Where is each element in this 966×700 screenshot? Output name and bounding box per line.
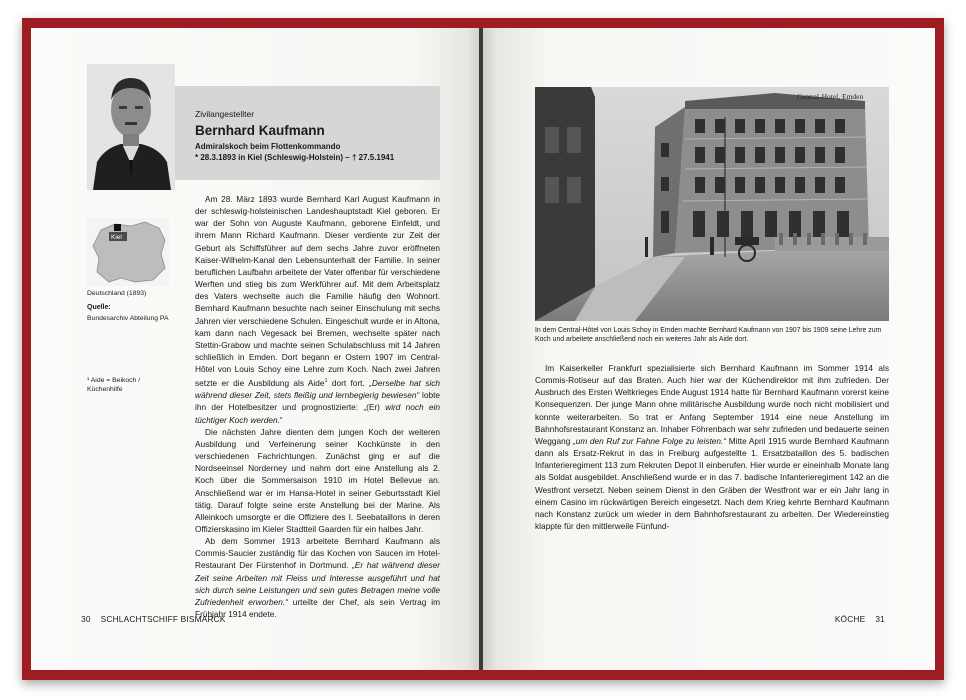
central-hotel-photo: [535, 87, 889, 321]
page-number: 30: [81, 614, 91, 624]
biography-header: [195, 109, 440, 163]
book-spread: [22, 18, 944, 680]
map-label-kiel: Kiel: [111, 234, 122, 241]
person-position: Admiralskoch beim Flottenkommando: [195, 142, 341, 151]
footnote-ref: 1: [324, 378, 328, 385]
photo-sign: Central-Hotel, Emden: [797, 92, 864, 101]
paragraph: Am 28. März 1893 wurde Bernhard Karl August Kaufmann in der schleswig-holsteinischen Landeshauptstadt Kiel geboren. Er war der Sohn von Auguste Kaufmann, geborene Einfeldt, und ihrem Mann Richard Kaufmann. Dieser verdiente zur Zeit der Geburt als Schiffsführer auf dem sechs Jahre zuvor eröffneten Kaiser-Wilhelm-Kanal den Lebensunterhalt der Familie. In seiner beruflichen Laufbahn arbeitete der Vater offenbar für verschiedene Werften und stieg bis zum Werkführer auf. Mit dem Arbeitsplatz des Vaters wechselte auch die Familie häufig den Wohnort. Bernhard Kaufmann besuchte nach seiner Einschulung mit sechs Jahren vier verschiedene Schulen. Eingeschult wurde er in Altona, kam dann nach Vegesack bei Bremen, wechselte später nach Stettin-Grabow und machte seinen Schulabschluss mit 14 Jahren schließlich in Emden. Dort begann er Ostern 1907 im Central-Hôtel von Louis Schoy eine Lehre zum Koch. Nach zwei Jahren setzte er die Ausbildung als Aide$^1$ dort fort. „Derselbe hat sich während dieser Zeit, stets fleißig und lernbegierig bewiesen“ lobte ihn der Hotelbesitzer und prognostizierte: „(Er) wird noch ein tüchtiger Koch werden.“: [195, 194, 440, 425]
source-label: Quelle:: [87, 304, 111, 311]
right-folio: [835, 614, 885, 624]
photo-caption: In dem Central-Hôtel von Louis Schoy in Emden machte Bernhard Kaufmann von 1907 bis 1909 seine Lehre zum Koch und arbeitete anschließend noch ein weiteres Jahr als Aide dort.: [535, 327, 882, 343]
paragraph: Ab dem Sommer 1913 arbeitete Bernhard Kaufmann als Commis-Saucier zuständig für das Kochen von Saucen im Hotel-Restaurant Der Fürstenhof in Dortmund. „Er hat während dieser Zeit seine Arbeiten mit Fleiss und Interesse ausgeführt und hat sich durch seine Leistungen und sein gutes Betragen meine volle Zufriedenheit erworben.“ urteilte der Chef, als sein Vertrag im Frühjahr 1914 endete.: [195, 536, 440, 620]
left-page: [31, 28, 481, 670]
person-dates: * 28.3.1893 in Kiel (Schleswig-Holstein) – † 27.5.1941: [195, 153, 395, 162]
running-title: KÖCHE: [834, 614, 866, 624]
paragraph: Die nächsten Jahre dienten dem jungen Koch der weiteren Ausbildung und Verfeinerung seiner Kochkünste in den verschiedenen Fachrichtungen. Zunächst ging er auf die Nordseeinsel Norderney und nahm dort eine Anstellung als 2. Koch über die Sommersaison 1910 im Hotel Bellevue an. Anschließend war er im Hansa-Hotel in seiner Geburtsstadt Kiel tätig. Darauf folgte seine erste Anstellung bei der Marine. Als Alleinkoch umsorgte er die Offiziere des I. Seebataillons in deren Offizierskasino im Kieler Stadtteil Gaarden für ein halbes Jahr.: [195, 426, 440, 534]
footnote: ¹ Aide = Beikoch / Küchenhilfe: [87, 377, 141, 393]
quote: „Er hat während dieser Zeit seine Arbeiten mit Fleiss und Interesse ausgeführt und hat sich durch seine Leistungen und sein gutes Betragen meine volle Zufriedenheit erworben.“: [195, 560, 440, 607]
source-value: Bundesarchiv Abteilung PA: [87, 315, 169, 322]
left-folio: [81, 614, 226, 624]
germany-map: [87, 218, 169, 286]
person-role: Zivilangestellter: [195, 109, 255, 119]
quote: „um den Ruf zur Fahne Folge zu leisten.“: [573, 435, 727, 446]
paragraph: Im Kaiserkeller Frankfurt spezialisierte sich Bernhard Kaufmann im Sommer 1914 als Commis-Rotiseur auf das Braten. Auch hier war der Küchendirektor mit ihm zufrieden. Der Ausbruch des Ersten Weltkrieges Ende August 1914 hatte für Bernhard Kaufmann vorerst keine Konsequenzen. Der junge Mann ohne militärische Ausbildung wurde noch nicht mobilisiert und konnte weiterarbeiten. So trat er Anfang September 1914 eine neue Anstellung im Bahnhofsrestaurant Konstanz an. Inhaber Föhrenbach war sehr zufrieden und bedauerte seinen Weggang „um den Ruf zur Fahne Folge zu leisten.“ Mitte April 1915 wurde Bernhard Kaufmann dann als Ersatz-Rekrut in das in Freiburg aufgestellte 1. Ersatzbataillon des 5. badischen Infanterieregiment 113 zum Rekruten Depot II einberufen. Hier wurde er eineinhalb Monate lang als Soldat ausgebildet. Anschließend wurde er in das 7. badische Infanterieregiment 142 an die Westfront versetzt. Neben seinem Dienst in den Gräben der Westfront war er ein Jahr lang in einem Casino im rückwärtigen Bereich eingesetzt. Nach dem Krieg kehrte Bernhard Kaufmann nach Konstanz zurück um wieder in dem Bahnhofsrestaurant zu arbeiten. Der Wiedereinstieg klappte für den mittlerweile Fünfund-: [535, 363, 889, 532]
right-body-text: [535, 362, 889, 532]
running-title: SCHLACHTSCHIFF BISMARCK: [100, 614, 226, 624]
person-name: Bernhard Kaufmann: [195, 123, 325, 138]
portrait-photo: [87, 64, 175, 190]
quote: wird noch ein tüchtiger Koch werden.: [195, 402, 440, 425]
map-caption: Deutschland (1893): [87, 290, 147, 297]
quote: „Derselbe hat sich während dieser Zeit, stets fleißig und lernbegierig bewiesen“: [195, 378, 440, 401]
left-body-text: [195, 193, 440, 620]
page-number: 31: [875, 614, 885, 624]
right-page: [483, 28, 935, 670]
